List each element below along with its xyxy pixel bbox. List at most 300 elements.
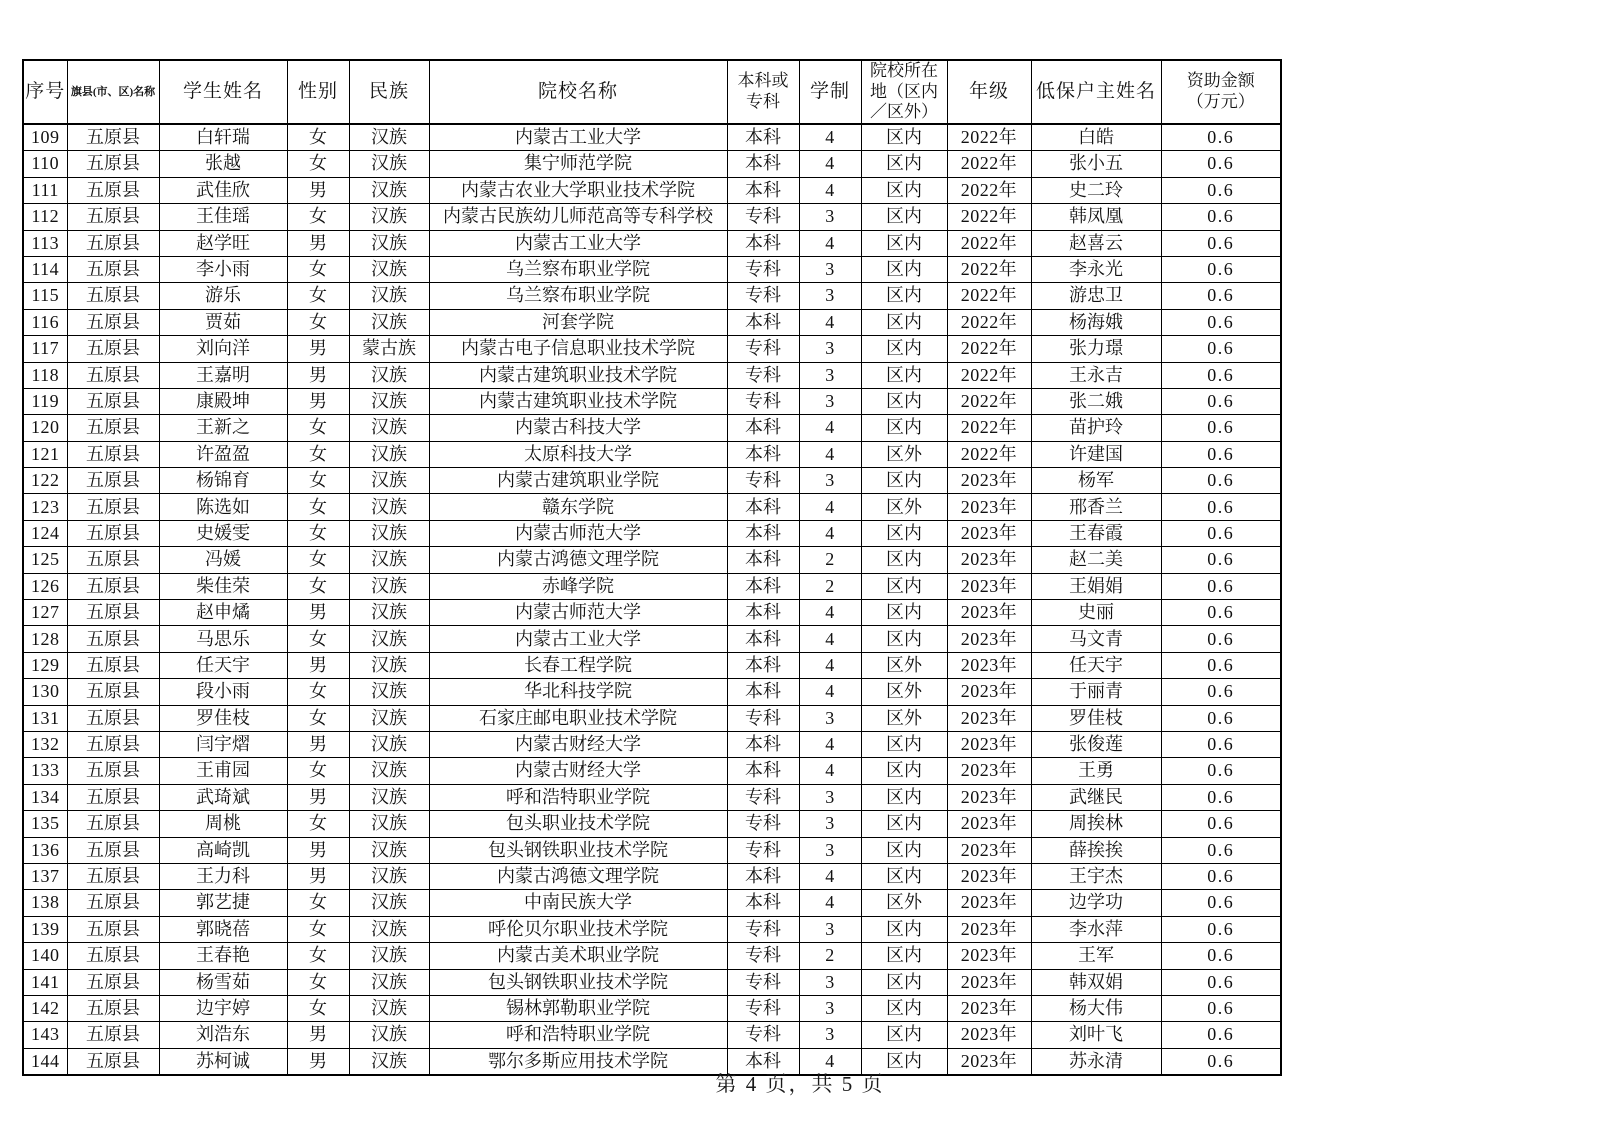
cell-guardian: 周挨林 — [1031, 811, 1161, 837]
cell-seq: 132 — [23, 731, 67, 757]
table-row — [23, 547, 1281, 573]
column-header-years: 学制 — [799, 60, 861, 124]
table-header — [23, 60, 1281, 124]
cell-school: 锡林郭勒职业学院 — [429, 995, 727, 1021]
cell-school: 华北科技学院 — [429, 679, 727, 705]
cell-region: 区内 — [861, 969, 947, 995]
cell-student-name: 赵申燏 — [159, 600, 287, 626]
table-row — [23, 705, 1281, 731]
cell-gender: 女 — [287, 573, 349, 599]
cell-years: 3 — [799, 705, 861, 731]
cell-seq: 114 — [23, 256, 67, 282]
column-header-student-name: 学生姓名 — [159, 60, 287, 124]
cell-ethnicity: 汉族 — [349, 600, 429, 626]
cell-student-name: 冯媛 — [159, 547, 287, 573]
cell-seq: 113 — [23, 230, 67, 256]
cell-county: 五原县 — [67, 468, 159, 494]
table-row — [23, 177, 1281, 203]
cell-student-name: 罗佳枝 — [159, 705, 287, 731]
cell-years: 3 — [799, 995, 861, 1021]
cell-guardian: 马文青 — [1031, 626, 1161, 652]
cell-amount: 0.6 — [1161, 468, 1281, 494]
cell-school: 石家庄邮电职业技术学院 — [429, 705, 727, 731]
cell-ethnicity: 汉族 — [349, 283, 429, 309]
cell-school: 赣东学院 — [429, 494, 727, 520]
cell-region: 区内 — [861, 573, 947, 599]
table-row — [23, 204, 1281, 230]
cell-grade: 2023年 — [947, 863, 1031, 889]
cell-ethnicity: 汉族 — [349, 573, 429, 599]
cell-county: 五原县 — [67, 758, 159, 784]
cell-seq: 126 — [23, 573, 67, 599]
cell-county: 五原县 — [67, 309, 159, 335]
cell-seq: 117 — [23, 336, 67, 362]
cell-county: 五原县 — [67, 652, 159, 678]
roster-table-container — [22, 59, 1280, 1076]
cell-region: 区内 — [861, 1048, 947, 1075]
cell-level: 专科 — [727, 837, 799, 863]
cell-guardian: 王娟娟 — [1031, 573, 1161, 599]
table-row — [23, 995, 1281, 1021]
cell-region: 区内 — [861, 626, 947, 652]
cell-gender: 女 — [287, 890, 349, 916]
cell-guardian: 韩双娟 — [1031, 969, 1161, 995]
cell-seq: 127 — [23, 600, 67, 626]
cell-student-name: 贾茹 — [159, 309, 287, 335]
table-row — [23, 336, 1281, 362]
cell-grade: 2023年 — [947, 520, 1031, 546]
cell-level: 本科 — [727, 573, 799, 599]
cell-ethnicity: 汉族 — [349, 151, 429, 177]
cell-years: 4 — [799, 309, 861, 335]
cell-ethnicity: 汉族 — [349, 547, 429, 573]
column-header-grade: 年级 — [947, 60, 1031, 124]
cell-level: 本科 — [727, 652, 799, 678]
cell-level: 本科 — [727, 547, 799, 573]
cell-school: 内蒙古师范大学 — [429, 600, 727, 626]
cell-school: 太原科技大学 — [429, 441, 727, 467]
cell-school: 呼和浩特职业学院 — [429, 784, 727, 810]
cell-gender: 女 — [287, 283, 349, 309]
cell-level: 本科 — [727, 626, 799, 652]
cell-county: 五原县 — [67, 943, 159, 969]
table-row — [23, 230, 1281, 256]
cell-county: 五原县 — [67, 995, 159, 1021]
cell-amount: 0.6 — [1161, 494, 1281, 520]
cell-amount: 0.6 — [1161, 784, 1281, 810]
cell-guardian: 张俊莲 — [1031, 731, 1161, 757]
cell-level: 专科 — [727, 204, 799, 230]
cell-school: 乌兰察布职业学院 — [429, 256, 727, 282]
cell-level: 本科 — [727, 758, 799, 784]
cell-county: 五原县 — [67, 204, 159, 230]
cell-years: 3 — [799, 256, 861, 282]
cell-amount: 0.6 — [1161, 943, 1281, 969]
cell-level: 本科 — [727, 494, 799, 520]
cell-school: 中南民族大学 — [429, 890, 727, 916]
table-row — [23, 837, 1281, 863]
cell-years: 4 — [799, 177, 861, 203]
cell-grade: 2022年 — [947, 362, 1031, 388]
cell-guardian: 韩凤凰 — [1031, 204, 1161, 230]
cell-grade: 2022年 — [947, 256, 1031, 282]
cell-ethnicity: 汉族 — [349, 256, 429, 282]
cell-seq: 115 — [23, 283, 67, 309]
cell-level: 本科 — [727, 177, 799, 203]
cell-guardian: 苗护玲 — [1031, 415, 1161, 441]
cell-region: 区内 — [861, 758, 947, 784]
cell-school: 内蒙古建筑职业技术学院 — [429, 362, 727, 388]
cell-gender: 女 — [287, 520, 349, 546]
cell-guardian: 王春霞 — [1031, 520, 1161, 546]
cell-gender: 男 — [287, 837, 349, 863]
cell-county: 五原县 — [67, 573, 159, 599]
cell-amount: 0.6 — [1161, 863, 1281, 889]
cell-years: 4 — [799, 441, 861, 467]
cell-amount: 0.6 — [1161, 705, 1281, 731]
cell-guardian: 邢香兰 — [1031, 494, 1161, 520]
cell-ethnicity: 汉族 — [349, 494, 429, 520]
cell-seq: 118 — [23, 362, 67, 388]
cell-guardian: 张二娥 — [1031, 388, 1161, 414]
column-header-school: 院校名称 — [429, 60, 727, 124]
cell-school: 内蒙古建筑职业学院 — [429, 468, 727, 494]
cell-school: 河套学院 — [429, 309, 727, 335]
cell-region: 区内 — [861, 600, 947, 626]
cell-amount: 0.6 — [1161, 573, 1281, 599]
cell-guardian: 白皓 — [1031, 124, 1161, 151]
cell-level: 本科 — [727, 124, 799, 151]
cell-ethnicity: 汉族 — [349, 177, 429, 203]
cell-years: 3 — [799, 837, 861, 863]
cell-county: 五原县 — [67, 336, 159, 362]
cell-gender: 女 — [287, 679, 349, 705]
cell-ethnicity: 汉族 — [349, 204, 429, 230]
cell-region: 区内 — [861, 916, 947, 942]
cell-student-name: 王春艳 — [159, 943, 287, 969]
cell-student-name: 王新之 — [159, 415, 287, 441]
cell-seq: 110 — [23, 151, 67, 177]
cell-gender: 男 — [287, 1022, 349, 1048]
cell-region: 区外 — [861, 705, 947, 731]
cell-years: 4 — [799, 230, 861, 256]
cell-years: 3 — [799, 204, 861, 230]
cell-gender: 女 — [287, 943, 349, 969]
cell-region: 区内 — [861, 415, 947, 441]
cell-years: 3 — [799, 362, 861, 388]
cell-grade: 2023年 — [947, 969, 1031, 995]
cell-years: 3 — [799, 336, 861, 362]
cell-gender: 女 — [287, 811, 349, 837]
column-header-amount-line2: （万元） — [1186, 92, 1255, 111]
cell-grade: 2023年 — [947, 943, 1031, 969]
cell-ethnicity: 蒙古族 — [349, 336, 429, 362]
cell-grade: 2022年 — [947, 441, 1031, 467]
cell-school: 内蒙古财经大学 — [429, 758, 727, 784]
cell-gender: 女 — [287, 151, 349, 177]
cell-amount: 0.6 — [1161, 995, 1281, 1021]
cell-level: 专科 — [727, 283, 799, 309]
cell-grade: 2022年 — [947, 204, 1031, 230]
cell-school: 包头钢铁职业技术学院 — [429, 969, 727, 995]
cell-county: 五原县 — [67, 230, 159, 256]
cell-years: 2 — [799, 573, 861, 599]
cell-student-name: 刘浩东 — [159, 1022, 287, 1048]
cell-region: 区内 — [861, 204, 947, 230]
cell-grade: 2023年 — [947, 1048, 1031, 1075]
cell-student-name: 段小雨 — [159, 679, 287, 705]
cell-years: 3 — [799, 916, 861, 942]
cell-ethnicity: 汉族 — [349, 995, 429, 1021]
cell-county: 五原县 — [67, 1048, 159, 1075]
cell-student-name: 周桃 — [159, 811, 287, 837]
cell-grade: 2023年 — [947, 679, 1031, 705]
cell-county: 五原县 — [67, 520, 159, 546]
cell-region: 区内 — [861, 309, 947, 335]
cell-region: 区内 — [861, 177, 947, 203]
cell-amount: 0.6 — [1161, 388, 1281, 414]
cell-ethnicity: 汉族 — [349, 890, 429, 916]
table-row — [23, 1022, 1281, 1048]
cell-seq: 139 — [23, 916, 67, 942]
cell-amount: 0.6 — [1161, 1022, 1281, 1048]
cell-guardian: 杨军 — [1031, 468, 1161, 494]
cell-school: 乌兰察布职业学院 — [429, 283, 727, 309]
cell-county: 五原县 — [67, 441, 159, 467]
cell-grade: 2023年 — [947, 890, 1031, 916]
student-subsidy-table — [22, 59, 1282, 1076]
cell-school: 内蒙古师范大学 — [429, 520, 727, 546]
cell-county: 五原县 — [67, 362, 159, 388]
cell-seq: 131 — [23, 705, 67, 731]
cell-ethnicity: 汉族 — [349, 230, 429, 256]
cell-level: 专科 — [727, 784, 799, 810]
cell-amount: 0.6 — [1161, 626, 1281, 652]
cell-gender: 男 — [287, 784, 349, 810]
cell-region: 区内 — [861, 283, 947, 309]
cell-amount: 0.6 — [1161, 230, 1281, 256]
cell-student-name: 边宇婷 — [159, 995, 287, 1021]
cell-student-name: 王佳瑶 — [159, 204, 287, 230]
table-row — [23, 600, 1281, 626]
cell-region: 区内 — [861, 1022, 947, 1048]
cell-student-name: 武佳欣 — [159, 177, 287, 203]
column-header-amount — [1161, 60, 1281, 124]
column-header-region — [861, 60, 947, 124]
cell-ethnicity: 汉族 — [349, 441, 429, 467]
cell-guardian: 苏永清 — [1031, 1048, 1161, 1075]
cell-student-name: 王甫园 — [159, 758, 287, 784]
cell-level: 专科 — [727, 916, 799, 942]
cell-gender: 男 — [287, 600, 349, 626]
cell-level: 专科 — [727, 388, 799, 414]
cell-guardian: 任天宇 — [1031, 652, 1161, 678]
cell-grade: 2023年 — [947, 731, 1031, 757]
cell-seq: 130 — [23, 679, 67, 705]
cell-student-name: 任天宇 — [159, 652, 287, 678]
cell-gender: 男 — [287, 652, 349, 678]
cell-student-name: 郭艺捷 — [159, 890, 287, 916]
cell-years: 3 — [799, 388, 861, 414]
cell-years: 4 — [799, 600, 861, 626]
cell-guardian: 杨海娥 — [1031, 309, 1161, 335]
cell-level: 专科 — [727, 705, 799, 731]
cell-student-name: 游乐 — [159, 283, 287, 309]
cell-school: 内蒙古工业大学 — [429, 124, 727, 151]
cell-region: 区内 — [861, 468, 947, 494]
cell-grade: 2022年 — [947, 415, 1031, 441]
cell-student-name: 高崎凯 — [159, 837, 287, 863]
cell-school: 内蒙古科技大学 — [429, 415, 727, 441]
cell-guardian: 赵二美 — [1031, 547, 1161, 573]
cell-region: 区外 — [861, 652, 947, 678]
cell-grade: 2023年 — [947, 811, 1031, 837]
table-row — [23, 283, 1281, 309]
cell-county: 五原县 — [67, 415, 159, 441]
cell-level: 本科 — [727, 863, 799, 889]
cell-grade: 2023年 — [947, 758, 1031, 784]
cell-amount: 0.6 — [1161, 204, 1281, 230]
table-row — [23, 573, 1281, 599]
cell-years: 4 — [799, 758, 861, 784]
cell-amount: 0.6 — [1161, 916, 1281, 942]
column-header-level — [727, 60, 799, 124]
cell-school: 内蒙古电子信息职业技术学院 — [429, 336, 727, 362]
cell-years: 3 — [799, 969, 861, 995]
table-row — [23, 256, 1281, 282]
cell-ethnicity: 汉族 — [349, 863, 429, 889]
cell-years: 2 — [799, 547, 861, 573]
cell-amount: 0.6 — [1161, 256, 1281, 282]
table-row — [23, 626, 1281, 652]
cell-guardian: 于丽青 — [1031, 679, 1161, 705]
cell-county: 五原县 — [67, 837, 159, 863]
cell-gender: 男 — [287, 731, 349, 757]
cell-guardian: 罗佳枝 — [1031, 705, 1161, 731]
cell-grade: 2022年 — [947, 177, 1031, 203]
cell-county: 五原县 — [67, 283, 159, 309]
table-row — [23, 758, 1281, 784]
cell-region: 区外 — [861, 679, 947, 705]
table-row — [23, 916, 1281, 942]
cell-region: 区内 — [861, 256, 947, 282]
cell-guardian: 李永光 — [1031, 256, 1161, 282]
cell-student-name: 刘向洋 — [159, 336, 287, 362]
cell-level: 本科 — [727, 600, 799, 626]
cell-amount: 0.6 — [1161, 811, 1281, 837]
cell-school: 内蒙古工业大学 — [429, 230, 727, 256]
cell-ethnicity: 汉族 — [349, 916, 429, 942]
cell-years: 2 — [799, 943, 861, 969]
cell-level: 专科 — [727, 1022, 799, 1048]
table-row — [23, 679, 1281, 705]
table-row — [23, 969, 1281, 995]
cell-county: 五原县 — [67, 124, 159, 151]
cell-county: 五原县 — [67, 679, 159, 705]
cell-region: 区外 — [861, 494, 947, 520]
cell-seq: 135 — [23, 811, 67, 837]
table-row — [23, 520, 1281, 546]
cell-amount: 0.6 — [1161, 441, 1281, 467]
table-row — [23, 309, 1281, 335]
cell-gender: 女 — [287, 916, 349, 942]
cell-grade: 2023年 — [947, 784, 1031, 810]
cell-gender: 男 — [287, 863, 349, 889]
cell-school: 内蒙古鸿德文理学院 — [429, 547, 727, 573]
cell-guardian: 张力璟 — [1031, 336, 1161, 362]
cell-amount: 0.6 — [1161, 124, 1281, 151]
cell-years: 4 — [799, 890, 861, 916]
cell-school: 鄂尔多斯应用技术学院 — [429, 1048, 727, 1075]
cell-gender: 女 — [287, 204, 349, 230]
cell-student-name: 郭晓蓓 — [159, 916, 287, 942]
cell-amount: 0.6 — [1161, 309, 1281, 335]
cell-gender: 男 — [287, 336, 349, 362]
column-header-level-line2: 专科 — [746, 92, 780, 111]
cell-county: 五原县 — [67, 388, 159, 414]
cell-amount: 0.6 — [1161, 362, 1281, 388]
cell-level: 专科 — [727, 336, 799, 362]
table-row — [23, 468, 1281, 494]
column-header-level-line1: 本科或 — [737, 71, 789, 91]
cell-region: 区内 — [861, 995, 947, 1021]
cell-region: 区内 — [861, 547, 947, 573]
cell-region: 区内 — [861, 520, 947, 546]
cell-student-name: 闫宇熠 — [159, 731, 287, 757]
cell-amount: 0.6 — [1161, 652, 1281, 678]
cell-years: 3 — [799, 1022, 861, 1048]
cell-region: 区内 — [861, 731, 947, 757]
cell-grade: 2023年 — [947, 494, 1031, 520]
cell-level: 本科 — [727, 520, 799, 546]
cell-region: 区外 — [861, 441, 947, 467]
cell-years: 4 — [799, 1048, 861, 1075]
cell-grade: 2022年 — [947, 124, 1031, 151]
cell-region: 区内 — [861, 230, 947, 256]
cell-ethnicity: 汉族 — [349, 415, 429, 441]
cell-seq: 121 — [23, 441, 67, 467]
cell-level: 本科 — [727, 415, 799, 441]
cell-county: 五原县 — [67, 177, 159, 203]
cell-ethnicity: 汉族 — [349, 969, 429, 995]
cell-ethnicity: 汉族 — [349, 784, 429, 810]
cell-guardian: 武继民 — [1031, 784, 1161, 810]
cell-gender: 男 — [287, 388, 349, 414]
cell-school: 内蒙古鸿德文理学院 — [429, 863, 727, 889]
cell-gender: 女 — [287, 969, 349, 995]
cell-guardian: 刘叶飞 — [1031, 1022, 1161, 1048]
cell-grade: 2023年 — [947, 600, 1031, 626]
cell-county: 五原县 — [67, 494, 159, 520]
cell-grade: 2023年 — [947, 626, 1031, 652]
cell-ethnicity: 汉族 — [349, 837, 429, 863]
column-header-ethnicity: 民族 — [349, 60, 429, 124]
cell-amount: 0.6 — [1161, 600, 1281, 626]
cell-grade: 2023年 — [947, 916, 1031, 942]
cell-level: 本科 — [727, 230, 799, 256]
cell-region: 区内 — [861, 943, 947, 969]
cell-gender: 女 — [287, 468, 349, 494]
cell-seq: 144 — [23, 1048, 67, 1075]
cell-seq: 141 — [23, 969, 67, 995]
cell-ethnicity: 汉族 — [349, 124, 429, 151]
cell-county: 五原县 — [67, 705, 159, 731]
cell-student-name: 张越 — [159, 151, 287, 177]
cell-years: 4 — [799, 520, 861, 546]
cell-level: 专科 — [727, 256, 799, 282]
cell-school: 集宁师范学院 — [429, 151, 727, 177]
cell-grade: 2023年 — [947, 837, 1031, 863]
